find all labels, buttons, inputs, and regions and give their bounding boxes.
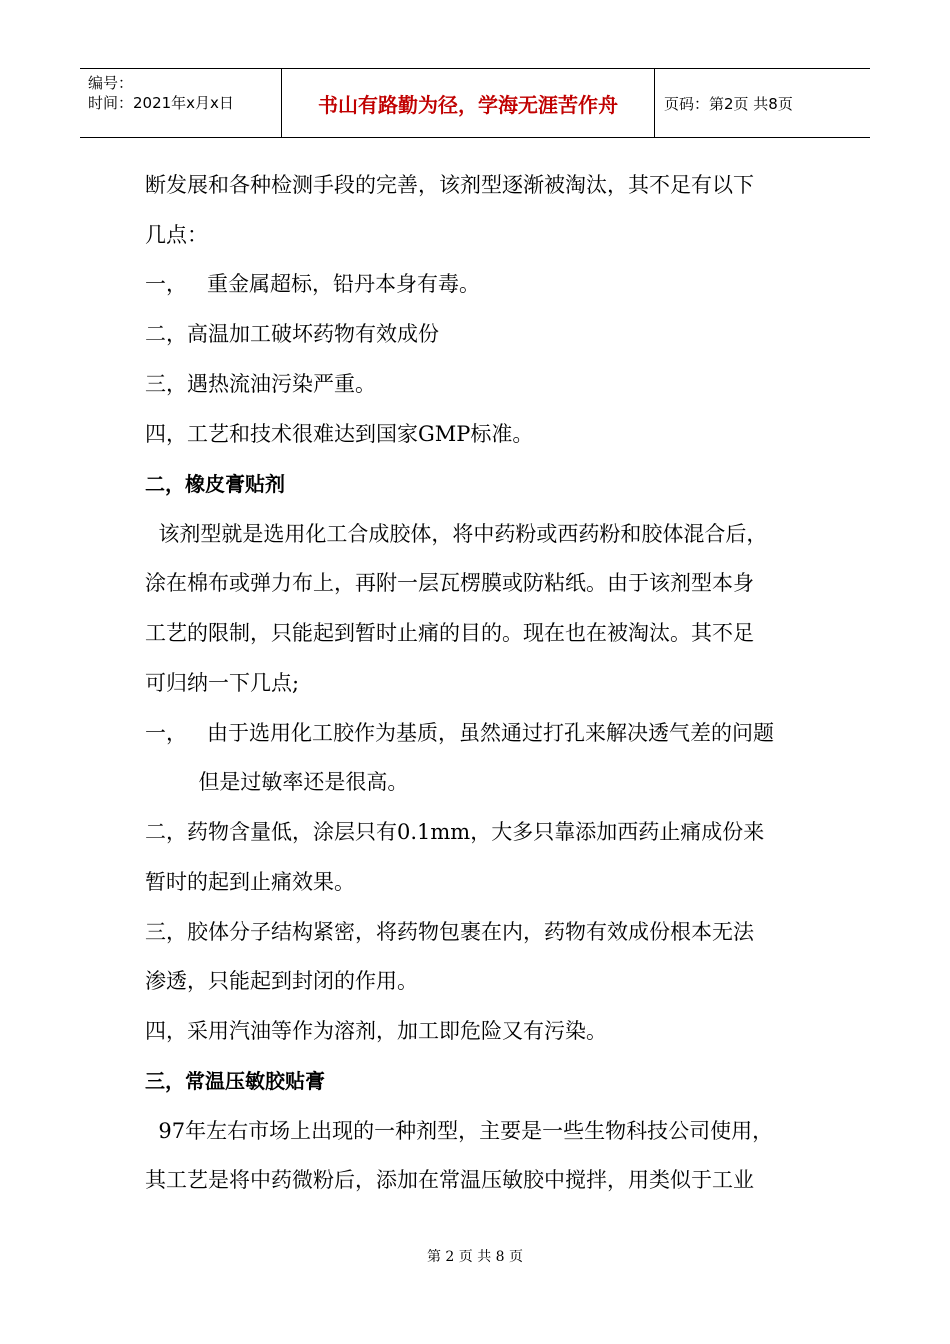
header-meta [88, 73, 234, 113]
text-line: 涂在棉布或弹力布上，再附一层瓦楞膜或防粘纸。由于该剂型本身 [145, 571, 754, 595]
page-header [80, 68, 870, 138]
text-line: 三，胶体分子结构紧密，将药物包裹在内，药物有效成份根本无法 [145, 920, 754, 944]
text-line: 97年左右市场上出现的一种剂型，主要是一些生物科技公司使用， [145, 1119, 774, 1143]
text-line: 但是过敏率还是很高。 [145, 770, 409, 794]
text-line: 该剂型就是选用化工合成胶体，将中药粉或西药粉和胶体混合后， [145, 522, 768, 546]
text-line: 二，高温加工破坏药物有效成份 [145, 322, 439, 346]
text-line: 一， 由于选用化工胶作为基质，虽然通过打孔来解决透气差的问题 [145, 721, 775, 745]
text-line: 工艺的限制，只能起到暂时止痛的目的。现在也在被淘汰。其不足 [145, 621, 754, 645]
text-line: 断发展和各种检测手段的完善，该剂型逐渐被淘汰，其不足有以下 [145, 173, 754, 197]
header-motto: 书山有路勤为径，学海无涯苦作舟 [318, 92, 618, 117]
text-line: 二，药物含量低，涂层只有0.1mm，大多只靠添加西药止痛成份来 [145, 820, 765, 844]
text-line: 其工艺是将中药微粉后，添加在常温压敏胶中搅拌，用类似于工业 [145, 1168, 754, 1192]
section-heading: 二，橡皮膏贴剂 [145, 472, 285, 496]
text-line: 暂时的起到止痛效果。 [145, 870, 355, 894]
header-page-info: 页码：第2页 共8页 [664, 94, 793, 113]
text-line: 一， 重金属超标，铅丹本身有毒。 [145, 272, 481, 296]
header-divider [654, 69, 655, 137]
page-footer: 第 2 页 共 8 页 [426, 1249, 524, 1265]
time-label: 时间：2021年x月x日 [88, 94, 234, 112]
text-line: 四，采用汽油等作为溶剂，加工即危险又有污染。 [145, 1019, 607, 1043]
text-line: 渗透，只能起到封闭的作用。 [145, 969, 418, 993]
text-line: 四，工艺和技术很难达到国家GMP标准。 [145, 422, 534, 446]
text-line: 可归纳一下几点; [145, 671, 300, 695]
text-line: 三，遇热流油污染严重。 [145, 372, 376, 396]
number-label: 编号： [88, 74, 134, 92]
section-heading: 三，常温压敏胶贴膏 [145, 1069, 325, 1093]
text-line: 几点： [145, 223, 208, 247]
